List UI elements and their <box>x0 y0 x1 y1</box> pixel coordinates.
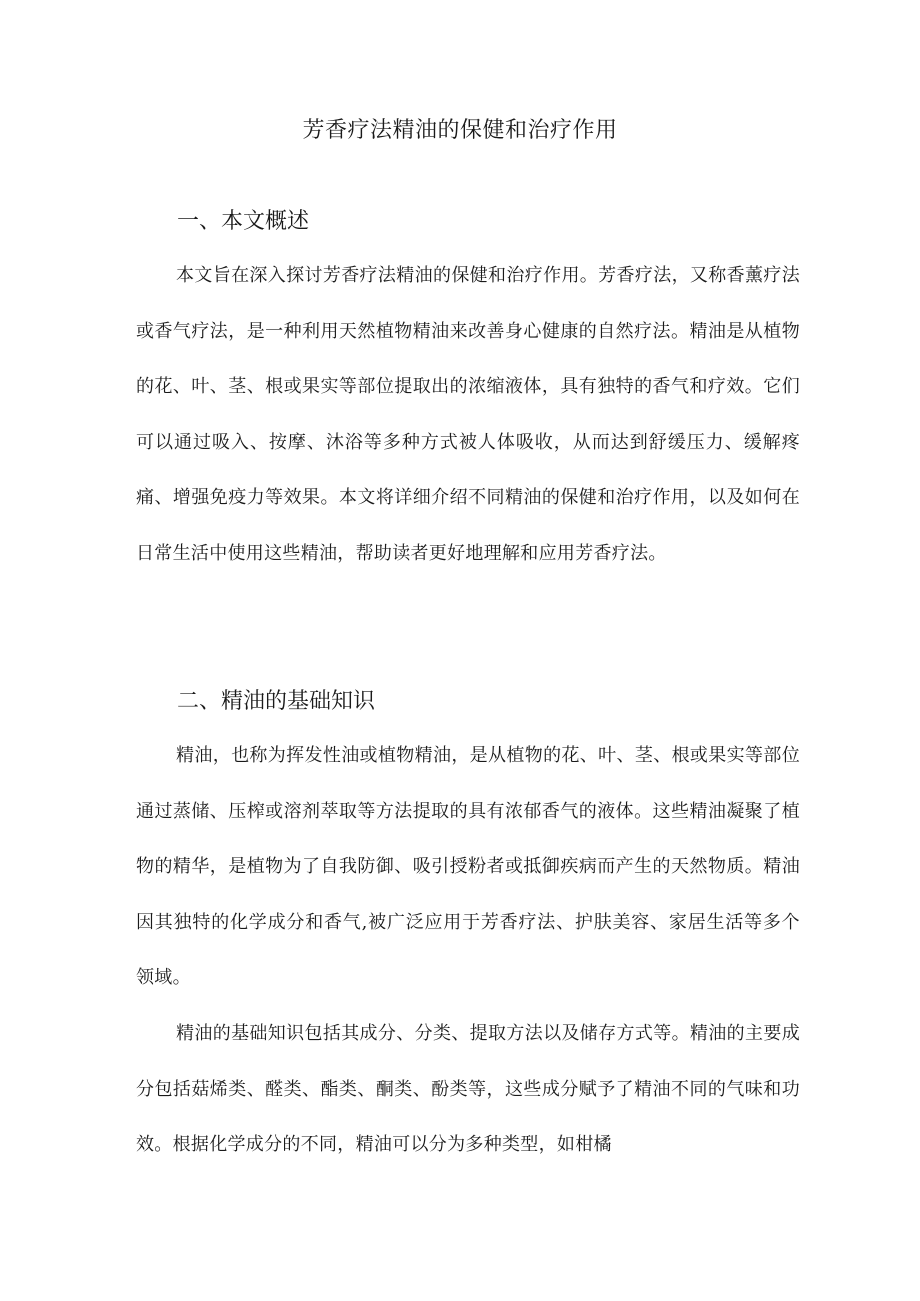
basics-paragraph-1: 精油，也称为挥发性油或植物精油，是从植物的花、叶、茎、根或果实等部位通过蒸储、压榨或溶剂萃取等方法提取的具有浓郁香气的液体。这些精油凝聚了植物的精华，是植物为了自我防御、吸引授粉者或抵御疾病而产生的天然物质。精油因其独特的化学成分和香气,被广泛应用于芳香疗法、护肤美容、家居生活等多个领域。 <box>136 745 800 988</box>
document-title: 芳香疗法精油的保健和治疗作用 <box>302 118 618 143</box>
overview-paragraph: 本文旨在深入探讨芳香疗法精油的保健和治疗作用。芳香疗法，又称香薰疗法或香气疗法，是一种利用天然植物精油来改善身心健康的自然疗法。精油是从植物的花、叶、茎、根或果实等部位提取出的浓缩液体，具有独特的香气和疗效。它们可以通过吸入、按摩、沐浴等多种方式被人体吸收，从而达到舒缓压力、缓解疼痛、增强免疫力等效果。本文将详细介绍不同精油的保健和治疗作用，以及如何在日常生活中使用这些精油，帮助读者更好地理解和应用芳香疗法。 <box>136 265 800 564</box>
section-heading-overview: 一、本文概述 <box>177 209 310 234</box>
basics-paragraph-2: 精油的基础知识包括其成分、分类、提取方法以及储存方式等。精油的主要成分包括菇烯类、醛类、酯类、酮类、酚类等，这些成分赋予了精油不同的气味和功效。根据化学成分的不同，精油可以分为多种类型，如柑橘 <box>136 1023 800 1155</box>
section-heading-basics: 二、精油的基础知识 <box>177 689 376 714</box>
